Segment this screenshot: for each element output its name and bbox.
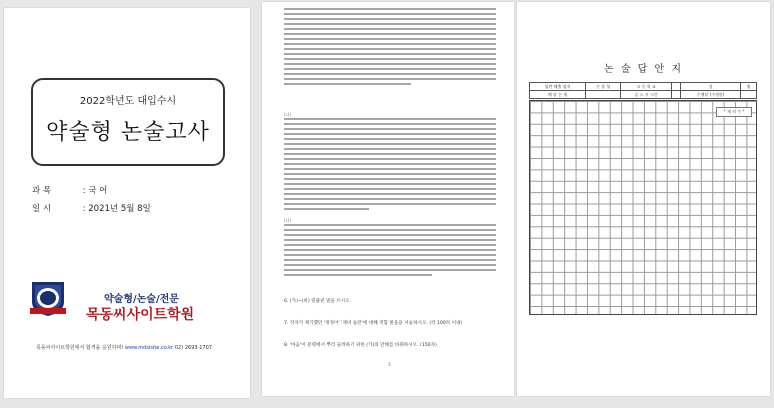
- passage-section-mark: (나): [284, 112, 291, 117]
- contact-line: [36, 344, 212, 351]
- grid-note: * 재 의 수 *: [716, 107, 752, 117]
- contact-prefix: 목동씨사이트학원에서 합격을 응원하며!: [36, 345, 124, 351]
- cover-page: [4, 8, 250, 398]
- date-value: : 2021년 5월 8일: [82, 204, 151, 214]
- info-cell: 해 당 논 제: [530, 91, 586, 99]
- contact-url[interactable]: www.mdsisite.co.kr: [124, 345, 174, 351]
- question-8: 8. '마음'이 분명에서 뿌리 들려하기 위한 (가)의 만해를 바꿔하시오. (150자): [284, 343, 437, 348]
- answer-sheet-page: [517, 2, 770, 396]
- subject-key: 과 목: [32, 186, 52, 196]
- info-cell: 수행달 (수정한): [681, 91, 740, 99]
- question-7: 7. 작자가 제기했던 '정경이' '제비 숲잔'에 대해 적합 말을을 서술하시오. (각 100자 이내): [284, 321, 463, 326]
- exam-year-line: 2022학년도 대입수시: [79, 96, 177, 107]
- info-row: [530, 91, 757, 99]
- answer-grid[interactable]: [529, 100, 757, 315]
- info-cell: 신 청 형: [586, 83, 621, 91]
- subject-row: [32, 184, 107, 196]
- info-cell: [672, 91, 681, 99]
- info-cell: 임반 해출 임적: [530, 83, 586, 91]
- subject-value: : 국 어: [82, 186, 108, 196]
- answer-sheet-info-table: [529, 82, 757, 99]
- passage-block-3: [284, 218, 496, 279]
- academy-logo: [28, 278, 238, 323]
- answer-sheet-title: 논 술 답 안 지: [603, 64, 683, 75]
- question-6: 6. (가)~(바) 밑줄친 말을 쓰시오.: [284, 299, 352, 304]
- info-cell: 고 등 학 교: [620, 83, 671, 91]
- passage-section-mark: (다): [284, 218, 291, 223]
- info-cell: 명: [740, 83, 756, 91]
- logo-tagline: 약술형/논술/전문: [104, 294, 179, 305]
- exam-title: 약술형 논술고사: [46, 120, 210, 145]
- passage-page: [262, 2, 514, 396]
- page-number: 3: [388, 362, 391, 367]
- info-cell: [586, 91, 621, 99]
- date-row: [32, 202, 151, 214]
- logo-name: 목동씨사이트학원: [86, 307, 195, 323]
- info-row: [530, 83, 757, 91]
- passage-block-2: [284, 112, 496, 213]
- info-cell: [740, 91, 756, 99]
- contact-phone: 02) 2693-1707: [174, 345, 212, 351]
- exam-title-box: [31, 78, 225, 166]
- passage-block-1: [284, 8, 496, 88]
- academy-emblem-icon: [28, 278, 68, 318]
- date-key: 일 시: [32, 204, 52, 214]
- info-cell: 성: [681, 83, 740, 91]
- info-cell: 공 스 시 시간: [620, 91, 671, 99]
- info-cell: [672, 83, 681, 91]
